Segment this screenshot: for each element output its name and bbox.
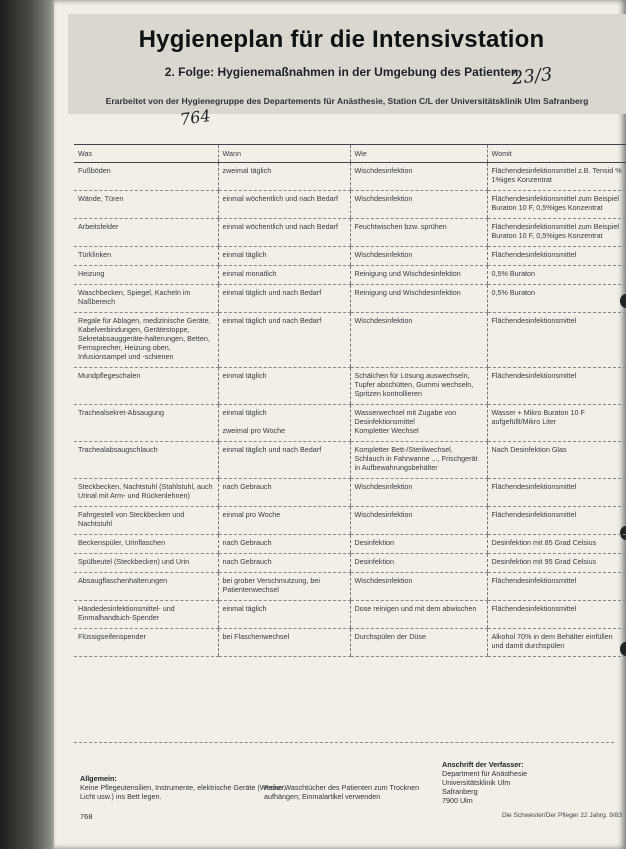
cell-wann: einmal täglich xyxy=(218,247,350,266)
table-header-row xyxy=(74,145,626,163)
cell-was: Arbeitsfelder xyxy=(74,219,218,247)
cell-wann: bei Flaschenwechsel xyxy=(218,629,350,657)
cell-womit: Wasser + Mikro Buraton 10 F aufgefüllt/Mikro Liter xyxy=(487,405,626,442)
cell-wie: Dose reinigen und mit dem abwischen xyxy=(350,601,487,629)
cell-wann: einmal täglich und nach Bedarf xyxy=(218,442,350,479)
table-row xyxy=(74,285,626,313)
table-row xyxy=(74,266,626,285)
table-row xyxy=(74,442,626,479)
cell-wann: einmal pro Woche xyxy=(218,507,350,535)
cell-womit: Flächendesinfektionsmittel zum Beispiel Buraton 10 F, 0,5%iges Konzentrat xyxy=(487,191,626,219)
hygiene-table xyxy=(74,144,626,657)
cell-was: Trachealsekret-Absaugung xyxy=(74,405,218,442)
cell-wie: Wischdesinfektion xyxy=(350,163,487,191)
cell-wie: Kompletter Bett-/Sterilwechsel, Schlauch in Fahrwanne ..., Frischgerät in Aufbewahrungsbehälter xyxy=(350,442,487,479)
cell-wie: Desinfektion xyxy=(350,554,487,573)
cell-wann: einmal täglich zweimal pro Woche xyxy=(218,405,350,442)
cell-wann: nach Gebrauch xyxy=(218,535,350,554)
handwritten-note-left: 764 xyxy=(178,105,212,130)
table-row xyxy=(74,535,626,554)
header-wann: Wann xyxy=(218,145,350,163)
cell-womit: Desinfektion mit 95 Grad Celsius xyxy=(487,554,626,573)
header-womit: Womit xyxy=(487,145,626,163)
byline: Erarbeitet von der Hygienegruppe des Departements für Anästhesie, Station C/L der Universitätsklinik Ulm Safranberg xyxy=(105,96,589,106)
cell-wann: einmal täglich und nach Bedarf xyxy=(218,313,350,368)
table-row xyxy=(74,191,626,219)
cell-was: Mundpflegeschalen xyxy=(74,368,218,405)
page-subtitle: 2. Folge: Hygienemaßnahmen in der Umgebung des Patienten xyxy=(164,65,519,79)
cell-wie: Wischdesinfektion xyxy=(350,313,487,368)
cell-was: Heizung xyxy=(74,266,218,285)
cell-womit: 0,5% Buraton xyxy=(487,266,626,285)
cell-was: Türklinken xyxy=(74,247,218,266)
cell-wie: Wischdesinfektion xyxy=(350,479,487,507)
page-number: 768 xyxy=(80,812,93,821)
footer-middle-text: Keine Waschtücher des Patienten zum Trocknen aufhängen; Einmalartikel verwenden xyxy=(264,783,420,801)
general-text: Keine Pflegeutensilien, Instrumente, elektrische Geräte (Wecker, Licht usw.) ins Bett legen. xyxy=(80,783,286,801)
cell-womit: 0,5% Buraton xyxy=(487,285,626,313)
cell-womit: Flächendesinfektionsmittel xyxy=(487,368,626,405)
table-row xyxy=(74,247,626,266)
cell-wie: Schälchen für Lösung auswechseln, Tupfer abschütten, Gummi wechseln, Spritzen kontrollieren xyxy=(350,368,487,405)
table-row xyxy=(74,219,626,247)
header-was: Was xyxy=(74,145,218,163)
cell-was: Waschbecken, Spiegel, Kacheln im Naßbereich xyxy=(74,285,218,313)
cell-was: Spülbeutel (Steckbecken) und Urin xyxy=(74,554,218,573)
general-heading: Allgemein: xyxy=(80,774,117,783)
table-row xyxy=(74,405,626,442)
table-row xyxy=(74,629,626,657)
cell-womit: Nach Desinfektion Glas xyxy=(487,442,626,479)
cell-wann: nach Gebrauch xyxy=(218,554,350,573)
cell-was: Absaugflaschenhalterungen xyxy=(74,573,218,601)
address-line: 7900 Ulm xyxy=(442,796,473,805)
footer-general xyxy=(80,774,290,801)
table-row xyxy=(74,507,626,535)
table-row xyxy=(74,163,626,191)
footer-address xyxy=(442,760,562,805)
table-row xyxy=(74,573,626,601)
book-spine-shadow xyxy=(0,0,56,849)
cell-wie: Feuchtwischen bzw. sprühen xyxy=(350,219,487,247)
cell-wie: Wasserwechsel mit Zugabe von Desinfektionsmittel Kompletter Wechsel xyxy=(350,405,487,442)
cell-womit: Flächendesinfektionsmittel zum Beispiel Buraton 10 F, 0,5%iges Konzentrat xyxy=(487,219,626,247)
journal-citation: Die Schwester/Der Pfleger 22 Jahrg. 9/83 xyxy=(502,812,622,819)
cell-was: Fußböden xyxy=(74,163,218,191)
cell-wann: einmal täglich xyxy=(218,601,350,629)
cell-was: Beckenspüler, Urinflaschen xyxy=(74,535,218,554)
cell-womit: Flächendesinfektionsmittel xyxy=(487,313,626,368)
address-line: Department für Anästhesie xyxy=(442,769,528,778)
cell-wann: bei grober Verschmutzung, bei Patientenwechsel xyxy=(218,573,350,601)
cell-wann: einmal täglich und nach Bedarf xyxy=(218,285,350,313)
cell-wann: nach Gebrauch xyxy=(218,479,350,507)
cell-wann: einmal täglich xyxy=(218,368,350,405)
cell-wann: einmal wöchentlich und nach Bedarf xyxy=(218,191,350,219)
cell-womit: Flächendesinfektionsmittel xyxy=(487,247,626,266)
table-row xyxy=(74,479,626,507)
cell-womit: Flächendesinfektionsmittel xyxy=(487,507,626,535)
cell-womit: Flächendesinfektionsmittel xyxy=(487,479,626,507)
cell-womit: Flächendesinfektionsmittel z.B. Tensid % 1%iges Konzentrat xyxy=(487,163,626,191)
cell-wie: Reinigung und Wischdesinfektion xyxy=(350,285,487,313)
cell-womit: Alkohol 70% in dem Behälter einfüllen und damit durchspülen xyxy=(487,629,626,657)
table-row xyxy=(74,368,626,405)
page-title: Hygieneplan für die Intensivstation xyxy=(138,26,545,53)
cell-wann: einmal monatlich xyxy=(218,266,350,285)
cell-wie: Wischdesinfektion xyxy=(350,191,487,219)
cell-was: Regale für Ablagen, medizinische Geräte, Kabelverbindungen, Gerätestoppe, Sekretabsauggeräte-halterungen, Betten, Fernsprecher, Heizung oben, Infusionsampel und -schienen xyxy=(74,313,218,368)
cell-wie: Wischdesinfektion xyxy=(350,573,487,601)
address-line: Universitätsklinik Ulm xyxy=(442,778,511,787)
cell-wie: Wischdesinfektion xyxy=(350,247,487,266)
table-row xyxy=(74,313,626,368)
address-line: Safranberg xyxy=(442,787,478,796)
cell-was: Steckbecken, Nachtstuhl (Stahlstuhl, auch Urinal mit Arm- und Rückenlehnen) xyxy=(74,479,218,507)
cell-wie: Reinigung und Wischdesinfektion xyxy=(350,266,487,285)
handwritten-note-top: 23/3 xyxy=(511,63,554,90)
cell-was: Trachealabsaugschlauch xyxy=(74,442,218,479)
cell-womit: Flächendesinfektionsmittel xyxy=(487,573,626,601)
cell-wann: einmal wöchentlich und nach Bedarf xyxy=(218,219,350,247)
footer-divider xyxy=(74,742,614,743)
table-row xyxy=(74,601,626,629)
header-wie: Wie xyxy=(350,145,487,163)
cell-womit: Desinfektion mit 85 Grad Celsius xyxy=(487,535,626,554)
cell-was: Flüssigseifenspender xyxy=(74,629,218,657)
cell-womit: Flächendesinfektionsmittel xyxy=(487,601,626,629)
cell-wann: zweimal täglich xyxy=(218,163,350,191)
cell-was: Wände, Türen xyxy=(74,191,218,219)
address-heading: Anschrift der Verfasser: xyxy=(442,760,524,769)
cell-was: Fahrgestell von Steckbecken und Nachtstuhl xyxy=(74,507,218,535)
cell-was: Händedesinfektionsmittel- und Einmalhandtuch-Spender xyxy=(74,601,218,629)
cell-wie: Durchspülen der Düse xyxy=(350,629,487,657)
cell-wie: Desinfektion xyxy=(350,535,487,554)
table-row xyxy=(74,554,626,573)
cell-wie: Wischdesinfektion xyxy=(350,507,487,535)
